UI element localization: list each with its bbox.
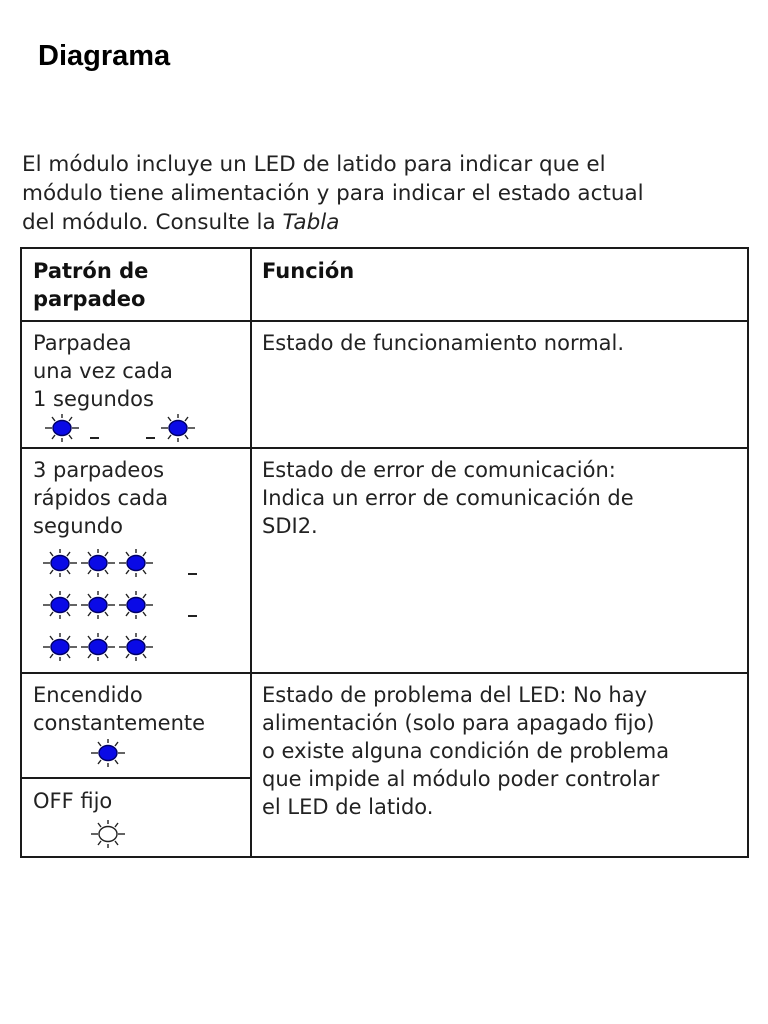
led-blue-icon <box>44 414 80 442</box>
row2-pattern <box>33 456 168 540</box>
row-divider <box>22 320 747 322</box>
table-reference: Tabla <box>282 210 340 235</box>
pattern-line: OFF fijo <box>33 789 113 813</box>
row3-function <box>262 681 669 821</box>
header-pattern-line: parpadeo <box>33 287 146 311</box>
led-blue-icon <box>42 591 78 619</box>
function-line: el LED de latido. <box>262 795 434 819</box>
intro-text: del módulo. Consulte la <box>22 210 283 235</box>
led-blue-icon <box>118 633 154 661</box>
row1-function <box>262 329 624 357</box>
pattern-line: constantemente <box>33 711 206 735</box>
function-line: SDI2. <box>262 514 318 538</box>
header-pattern-line: Patrón de <box>33 259 149 283</box>
led-blue-icon <box>42 549 78 577</box>
pattern-line: 3 parpadeos <box>33 458 165 482</box>
led-blue-icon <box>80 591 116 619</box>
pattern-line: Encendido <box>33 683 143 707</box>
row3-pattern <box>33 681 205 737</box>
row1-pattern <box>33 329 173 413</box>
led-blue-icon <box>118 591 154 619</box>
page-title: Diagrama <box>38 40 171 72</box>
pattern-line: segundo <box>33 514 123 538</box>
pattern-line: 1 segundos <box>33 387 154 411</box>
row-divider <box>22 672 747 674</box>
intro-line: El módulo incluye un LED de latido para indicar que el <box>22 152 606 177</box>
intro-paragraph <box>22 150 742 237</box>
function-line: o existe alguna condición de problema <box>262 739 670 763</box>
row-divider <box>22 777 250 779</box>
header-pattern <box>33 257 148 313</box>
pattern-line: una vez cada <box>33 359 173 383</box>
pattern-line: Parpadea <box>33 331 132 355</box>
blink-gap-dash <box>188 615 197 617</box>
blink-gap-dash <box>146 437 155 439</box>
header-function: Función <box>262 259 355 283</box>
function-line: Estado de error de comunicación: <box>262 458 616 482</box>
led-blue-icon <box>80 633 116 661</box>
led-pattern-table <box>20 247 749 858</box>
function-line: Estado de funcionamiento normal. <box>262 331 625 355</box>
led-blue-icon <box>80 549 116 577</box>
intro-line: módulo tiene alimentación y para indicar el estado actual <box>22 181 644 206</box>
led-blue-icon <box>160 414 196 442</box>
row2-function <box>262 456 634 540</box>
led-blue-icon <box>118 549 154 577</box>
intro-line <box>22 208 742 237</box>
pattern-line: rápidos cada <box>33 486 169 510</box>
blink-gap-dash <box>188 573 197 575</box>
row4-pattern <box>33 787 112 815</box>
led-blue-icon <box>42 633 78 661</box>
row-divider <box>22 447 747 449</box>
function-line: que impide al módulo poder controlar <box>262 767 660 791</box>
led-off-icon <box>90 820 126 848</box>
function-line: alimentación (solo para apagado fijo) <box>262 711 655 735</box>
column-divider <box>250 249 252 856</box>
function-line: Indica un error de comunicación de <box>262 486 634 510</box>
function-line: Estado de problema del LED: No hay <box>262 683 648 707</box>
led-blue-icon <box>90 739 126 767</box>
blink-gap-dash <box>90 437 99 439</box>
